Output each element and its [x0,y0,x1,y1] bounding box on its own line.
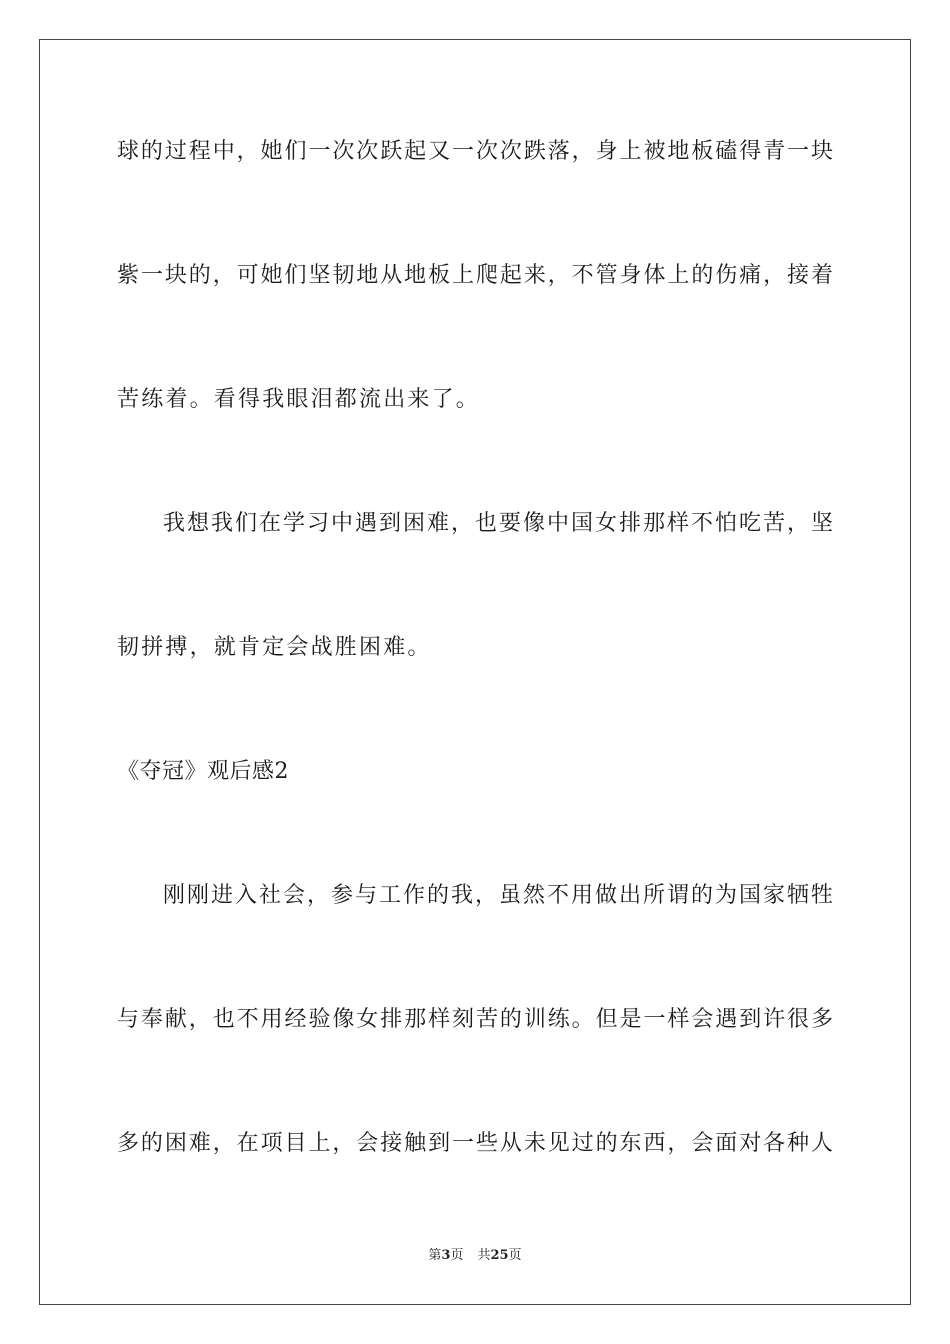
body-text-line-8: 多的困难，在项目上，会接触到一些从未见过的东西，会面对各种人 [117,1131,833,1156]
body-text-line-1: 球的过程中，她们一次次跃起又一次次跌落，身上被地板磕得青一块 [117,139,833,164]
page-border [39,39,911,1305]
body-text-line-2: 紫一块的，可她们坚韧地从地板上爬起来，不管身体上的伤痛，接着 [117,263,833,288]
section-heading: 《夺冠》观后感2 [117,759,289,784]
page-label-prefix: 第 [428,1248,442,1263]
page-label-suffix: 页 [450,1248,464,1263]
body-text-line-7: 与奉献，也不用经验像女排那样刻苦的训练。但是一样会遇到许很多 [117,1007,833,1032]
total-pages-number: 25 [490,1248,509,1263]
total-label-suffix: 页 [508,1248,522,1263]
body-text-line-6: 刚刚进入社会，参与工作的我，虽然不用做出所谓的为国家牺牲 [163,883,833,908]
body-text-line-4: 我想我们在学习中遇到困难，也要像中国女排那样不怕吃苦，坚 [163,511,833,536]
total-label-prefix: 共 [477,1248,491,1263]
body-text-line-5: 韧拼搏，就肯定会战胜困难。 [117,635,432,660]
current-page-number: 3 [441,1248,451,1263]
page-footer [0,1247,950,1265]
body-text-line-3: 苦练着。看得我眼泪都流出来了。 [117,387,481,412]
